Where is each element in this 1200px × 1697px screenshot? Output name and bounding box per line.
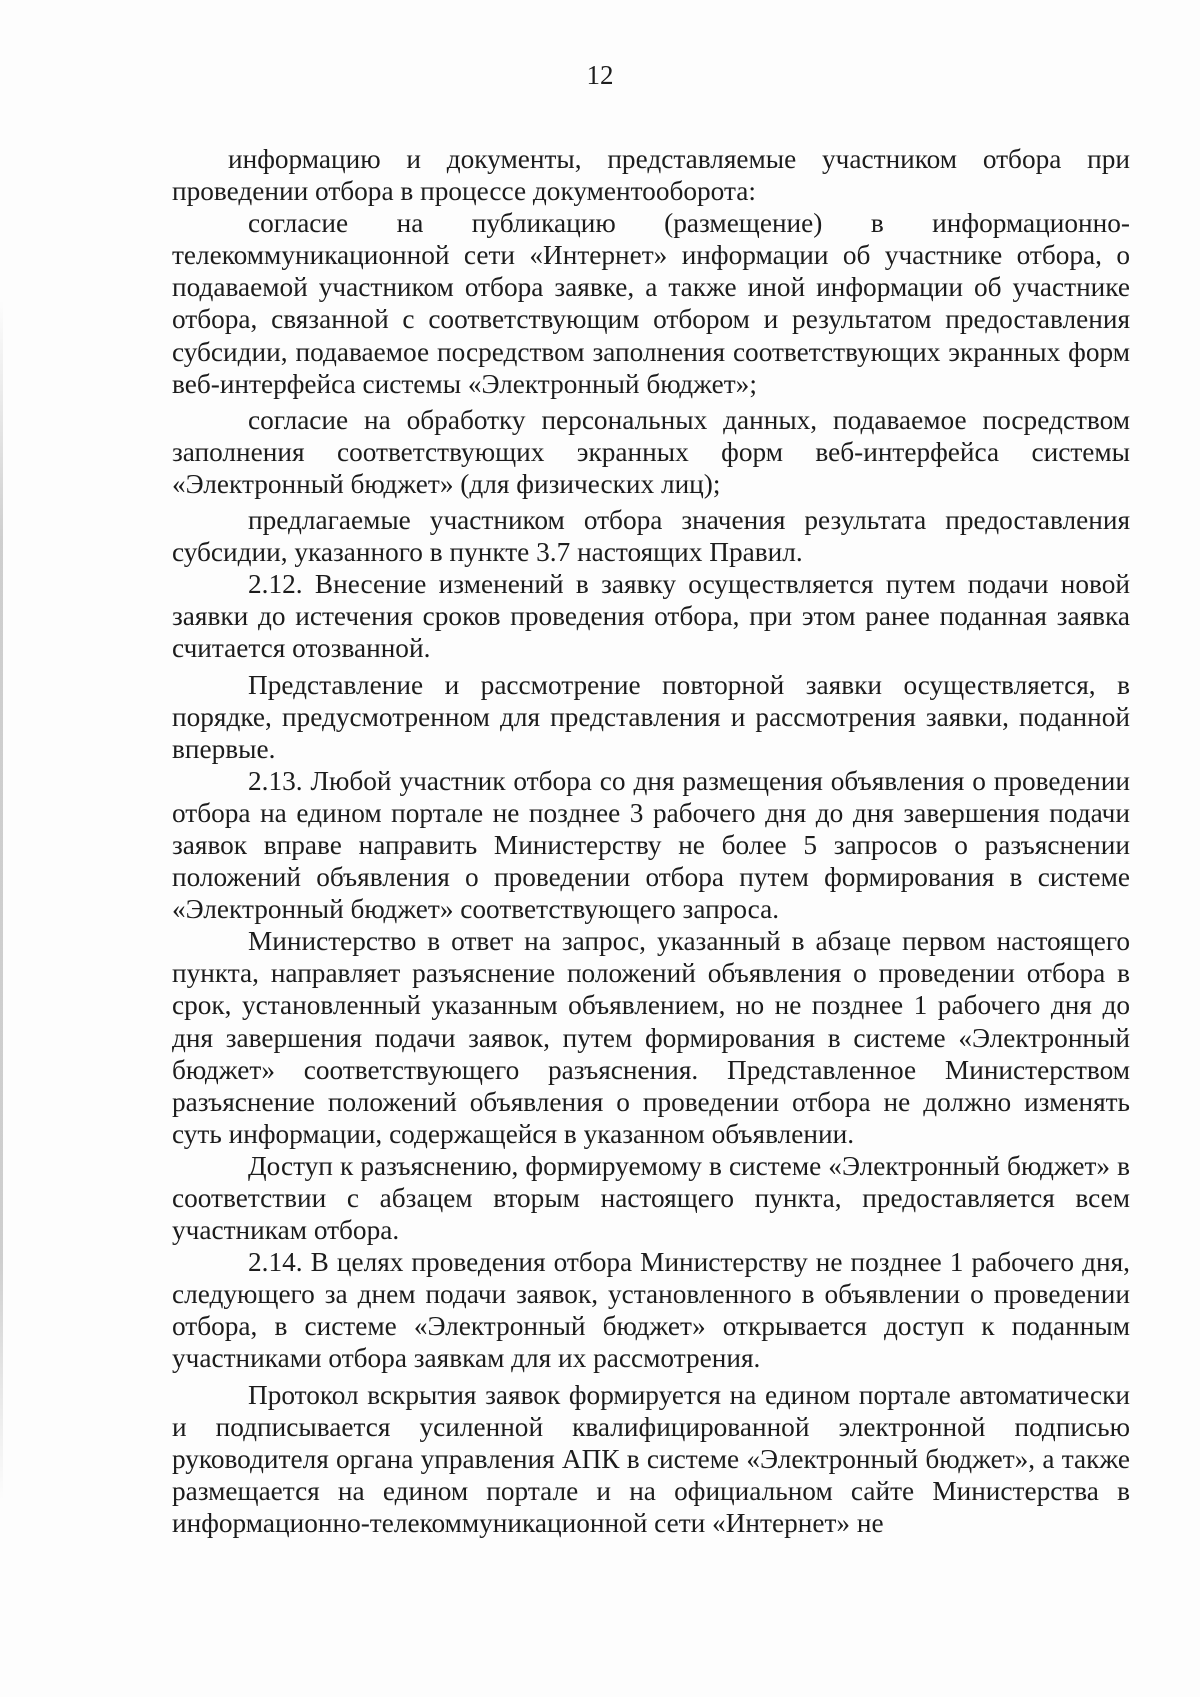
paragraph-2-12: 2.12. Внесение изменений в заявку осуществляется путем подачи новой заявки до истечения сроков проведения отбора, при этом ранее поданная заявка считается отозванной. xyxy=(172,569,1130,664)
scan-binding-edge xyxy=(0,300,3,1500)
paragraph-repeat-application: Представление и рассмотрение повторной заявки осуществляется, в порядке, предусмотренном для представления и рассмотрения заявки, поданной впервые. xyxy=(172,669,1130,764)
page-number: 12 xyxy=(586,60,614,90)
paragraph-continuation: информацию и документы, представляемые участником отбора при проведении отбора в процессе документооборота: xyxy=(172,144,1130,207)
paragraph-protocol: Протокол вскрытия заявок формируется на едином портале автоматически и подписывается усиленной квалифицированной электронной подписью руководителя органа управления АПК в системе «Электронный бюджет», а также размещается на едином портале и на официальном сайте Министерства в информационно-телекоммуникационной сети «Интернет» не xyxy=(172,1379,1130,1538)
paragraph-2-13: 2.13. Любой участник отбора со дня размещения объявления о проведении отбора на едином портале не позднее 3 рабочего дня до дня завершения подачи заявок вправе направить Министерству не более 5 запросов о разъяснении положений объявления о проведении отбора путем формирования в системе «Электронный бюджет» соответствующего запроса. xyxy=(172,765,1130,925)
paragraph-consent-publication: согласие на публикацию (размещение) в информационно-телекоммуникационной сети «Интернет» информации об участнике отбора, о подаваемой участником отбора заявке, а также иной информации об участнике отбора, связанной с соответствующим отбором и результатом предоставления субсидии, подаваемое посредством заполнения соответствующих экранных форм веб-интерфейса системы «Электронный бюджет»; xyxy=(172,208,1130,399)
paragraph-ministry-response: Министерство в ответ на запрос, указанный в абзаце первом настоящего пункта, направляет разъяснение положений объявления о проведении отбора в срок, установленный указанным объявлением, но не позднее 1 рабочего дня до дня завершения подачи заявок, путем формирования в системе «Электронный бюджет» соответствующего разъяснения. Представленное Министерством разъяснение положений объявления о проведении отбора не должно изменять суть информации, содержащейся в указанном объявлении. xyxy=(172,926,1130,1149)
document-body xyxy=(172,143,1130,1539)
paragraph-consent-personal-data: согласие на обработку персональных данных, подаваемое посредством заполнения соответствующих экранных форм веб-интерфейса системы «Электронный бюджет» (для физических лиц); xyxy=(172,404,1130,499)
paragraph-access-clarification: Доступ к разъяснению, формируемому в системе «Электронный бюджет» в соответствии с абзацем вторым настоящего пункта, предоставляется всем участникам отбора. xyxy=(172,1150,1130,1246)
paragraph-2-14: 2.14. В целях проведения отбора Министерству не позднее 1 рабочего дня, следующего за днем подачи заявок, установленного в объявлении о проведении отбора, в системе «Электронный бюджет» открывается доступ к поданным участниками отбора заявкам для их рассмотрения. xyxy=(172,1247,1130,1374)
paragraph-proposed-results: предлагаемые участником отбора значения результата предоставления субсидии, указанного в пункте 3.7 настоящих Правил. xyxy=(172,505,1130,568)
